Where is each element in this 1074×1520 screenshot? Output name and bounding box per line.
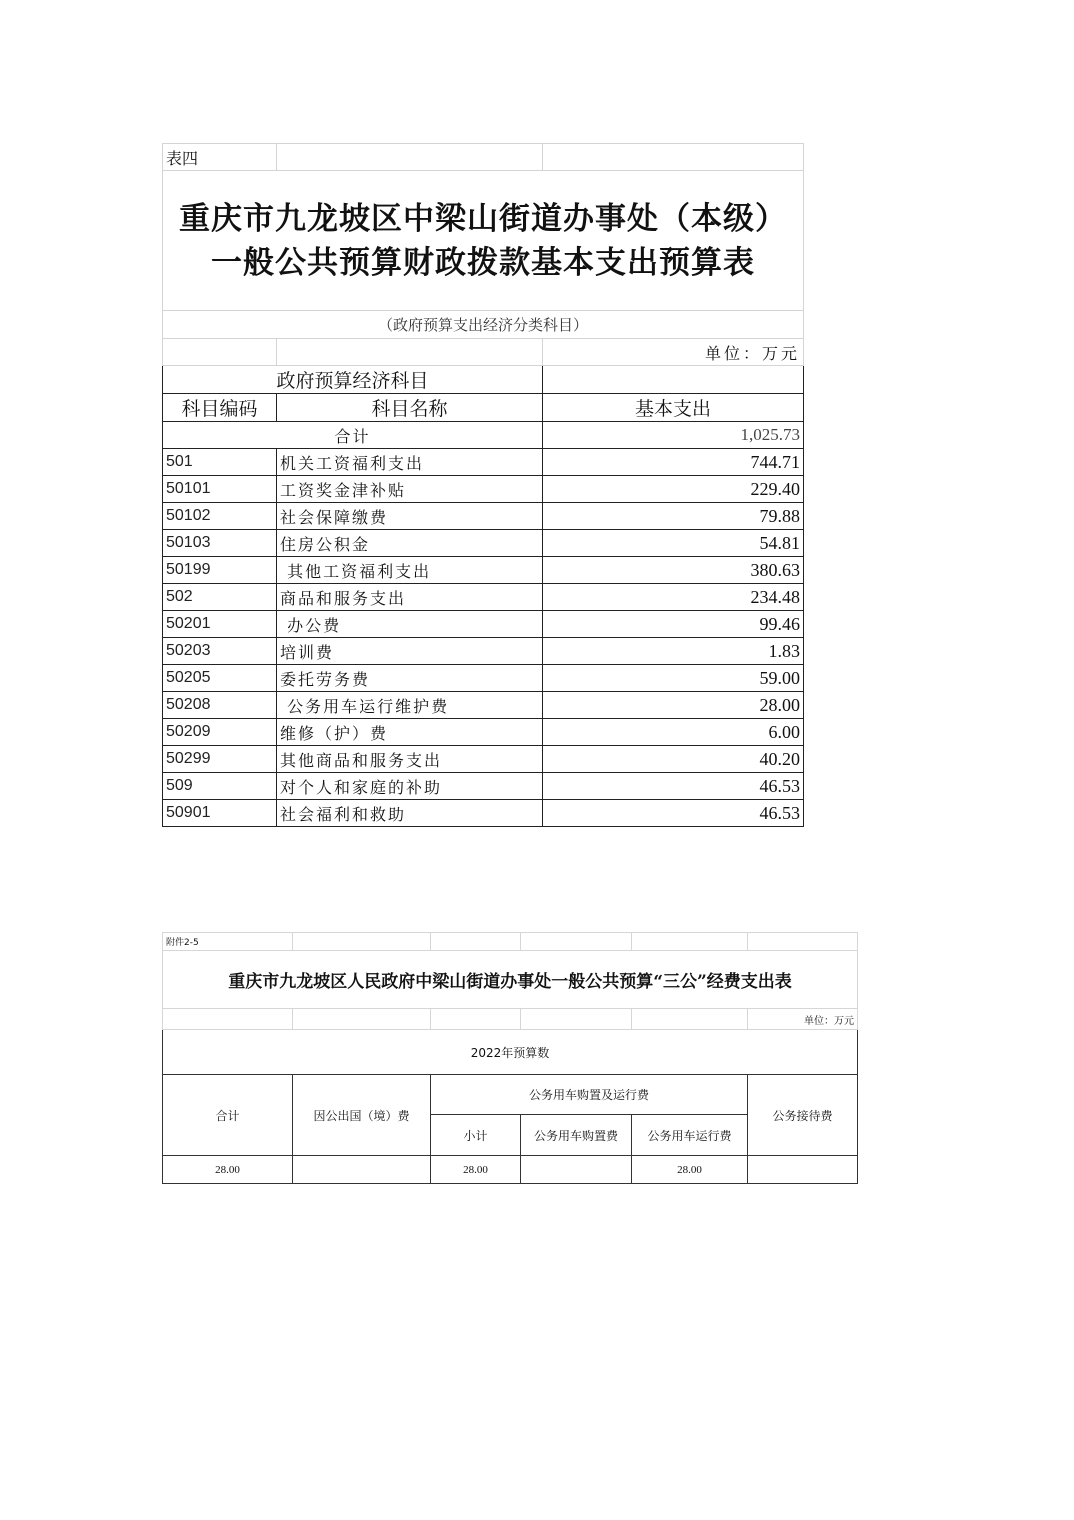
year-header: 2022年预算数 bbox=[163, 1030, 858, 1075]
header-total: 合计 bbox=[163, 1075, 293, 1156]
table-row bbox=[163, 611, 804, 638]
row-name: 其他商品和服务支出 bbox=[277, 746, 543, 773]
total-value: 1,025.73 bbox=[543, 422, 804, 449]
value-abroad bbox=[293, 1156, 431, 1184]
header-purchase: 公务用车购置费 bbox=[521, 1115, 632, 1156]
row-value: 40.20 bbox=[543, 746, 804, 773]
row-value: 46.53 bbox=[543, 800, 804, 827]
row-value: 79.88 bbox=[543, 503, 804, 530]
unit-label: 单位：万元 bbox=[543, 339, 804, 366]
value-reception bbox=[748, 1156, 858, 1184]
table-row bbox=[163, 584, 804, 611]
table-row bbox=[163, 449, 804, 476]
column-header-name: 科目名称 bbox=[277, 394, 543, 422]
table2-title: 重庆市九龙坡区人民政府中梁山街道办事处一般公共预算“三公”经费支出表 bbox=[163, 951, 858, 1009]
header-operation: 公务用车运行费 bbox=[632, 1115, 748, 1156]
row-code: 50205 bbox=[163, 665, 277, 692]
row-value: 99.46 bbox=[543, 611, 804, 638]
table-subtitle: （政府预算支出经济分类科目） bbox=[163, 311, 804, 339]
header-abroad: 因公出国（境）费 bbox=[293, 1075, 431, 1156]
row-code: 50299 bbox=[163, 746, 277, 773]
row-name: 办公费 bbox=[277, 611, 543, 638]
values-row bbox=[163, 1156, 858, 1184]
table2-unit: 单位：万元 bbox=[748, 1009, 858, 1030]
table-row bbox=[163, 800, 804, 827]
row-name: 工资奖金津补贴 bbox=[277, 476, 543, 503]
table-row bbox=[163, 503, 804, 530]
table-row bbox=[163, 773, 804, 800]
row-code: 50201 bbox=[163, 611, 277, 638]
row-code: 502 bbox=[163, 584, 277, 611]
row-name: 住房公积金 bbox=[277, 530, 543, 557]
row-code: 50103 bbox=[163, 530, 277, 557]
header-vehicle-group: 公务用车购置及运行费 bbox=[431, 1075, 748, 1115]
row-code: 50208 bbox=[163, 692, 277, 719]
row-code: 50901 bbox=[163, 800, 277, 827]
row-name: 商品和服务支出 bbox=[277, 584, 543, 611]
value-operation: 28.00 bbox=[632, 1156, 748, 1184]
row-name: 对个人和家庭的补助 bbox=[277, 773, 543, 800]
value-subtotal: 28.00 bbox=[431, 1156, 521, 1184]
row-value: 234.48 bbox=[543, 584, 804, 611]
table-title bbox=[163, 171, 804, 311]
row-name: 委托劳务费 bbox=[277, 665, 543, 692]
basic-expenditure-table bbox=[162, 143, 804, 827]
row-code: 50199 bbox=[163, 557, 277, 584]
table-row bbox=[163, 638, 804, 665]
value-purchase bbox=[521, 1156, 632, 1184]
row-name: 维修（护）费 bbox=[277, 719, 543, 746]
table-row bbox=[163, 476, 804, 503]
row-value: 46.53 bbox=[543, 773, 804, 800]
column-header-amount: 基本支出 bbox=[543, 394, 804, 422]
row-value: 1.83 bbox=[543, 638, 804, 665]
table-row bbox=[163, 746, 804, 773]
value-total: 28.00 bbox=[163, 1156, 293, 1184]
row-name: 公务用车运行维护费 bbox=[277, 692, 543, 719]
column-header-code: 科目编码 bbox=[163, 394, 277, 422]
row-name: 社会保障缴费 bbox=[277, 503, 543, 530]
row-code: 509 bbox=[163, 773, 277, 800]
table-row bbox=[163, 692, 804, 719]
row-name: 其他工资福利支出 bbox=[277, 557, 543, 584]
row-code: 50102 bbox=[163, 503, 277, 530]
total-label: 合计 bbox=[163, 422, 543, 449]
row-value: 28.00 bbox=[543, 692, 804, 719]
total-row bbox=[163, 422, 804, 449]
row-value: 6.00 bbox=[543, 719, 804, 746]
table-row bbox=[163, 530, 804, 557]
table-title-line2: 一般公共预算财政拨款基本支出预算表 bbox=[211, 244, 755, 281]
row-name: 社会福利和救助 bbox=[277, 800, 543, 827]
row-code: 501 bbox=[163, 449, 277, 476]
row-value: 54.81 bbox=[543, 530, 804, 557]
table-row bbox=[163, 719, 804, 746]
row-name: 机关工资福利支出 bbox=[277, 449, 543, 476]
row-value: 744.71 bbox=[543, 449, 804, 476]
header-subtotal: 小计 bbox=[431, 1115, 521, 1156]
row-value: 229.40 bbox=[543, 476, 804, 503]
table-tag: 表四 bbox=[163, 144, 277, 171]
table-row bbox=[163, 665, 804, 692]
row-code: 50209 bbox=[163, 719, 277, 746]
row-code: 50101 bbox=[163, 476, 277, 503]
row-value: 380.63 bbox=[543, 557, 804, 584]
three-public-expenses-table bbox=[162, 932, 858, 1184]
table-title-line1: 重庆市九龙坡区中梁山街道办事处（本级） bbox=[179, 200, 787, 237]
attachment-label: 附件2-5 bbox=[163, 933, 293, 951]
table-row bbox=[163, 557, 804, 584]
header-group: 政府预算经济科目 bbox=[163, 366, 543, 394]
row-value: 59.00 bbox=[543, 665, 804, 692]
header-reception: 公务接待费 bbox=[748, 1075, 858, 1156]
row-name: 培训费 bbox=[277, 638, 543, 665]
row-code: 50203 bbox=[163, 638, 277, 665]
